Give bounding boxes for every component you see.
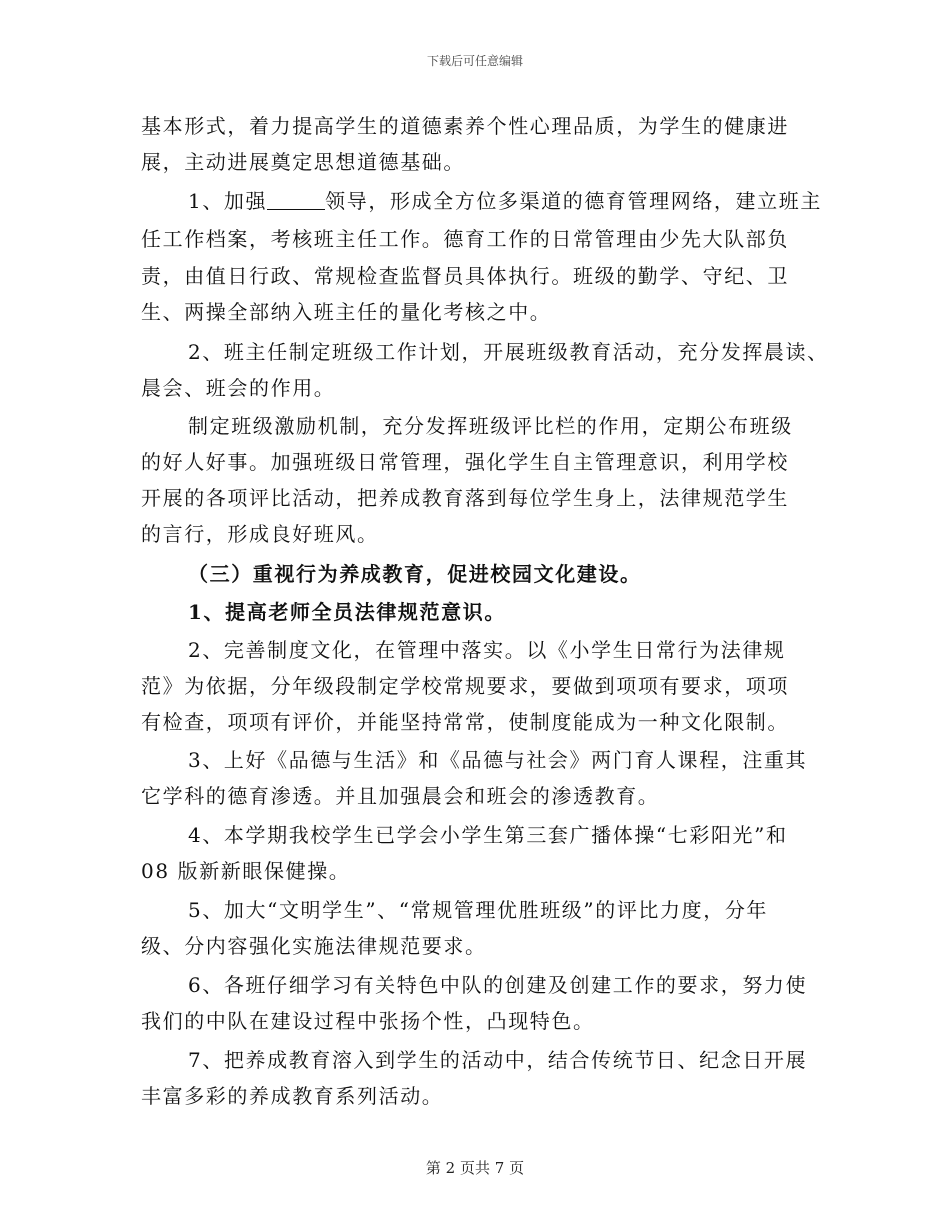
- paragraph-line: 制定班级激励机制，充分发挥班级评比栏的作用，定期公布班级: [188, 414, 793, 438]
- paragraph-line: 的好人好事。加强班级日常管理，强化学生自主管理意识，利用学校: [141, 450, 789, 474]
- paragraph-line: [188, 187, 822, 215]
- subsection-heading: 1、提高老师全员法律规范意识。: [188, 600, 506, 624]
- paragraph-line: 范》为依据，分年级段制定学校常规要求，要做到项项有要求，项项: [141, 674, 789, 698]
- paragraph-line: 6、各班仔细学习有关特色中队的创建及创建工作的要求，努力使: [188, 973, 808, 997]
- paragraph-line: 任工作档案，考核班主任工作。德育工作的日常管理由少先大队部负: [141, 227, 789, 251]
- section-heading: （三）重视行为养成教育，促进校园文化建设。: [188, 562, 642, 586]
- paragraph-line: 级、分内容强化实施法律规范要求。: [141, 934, 487, 958]
- paragraph-line: 晨会、班会的作用。: [141, 376, 336, 400]
- paragraph-line: 我们的中队在建设过程中张扬个性，凸现特色。: [141, 1009, 595, 1033]
- paragraph-line: 开展的各项评比活动，把养成教育落到每位学生身上，法律规范学生: [141, 486, 789, 510]
- paragraph-line: 3、上好《品德与生活》和《品德与社会》两门育人课程，注重其: [188, 748, 808, 772]
- paragraph-line: 它学科的德育渗透。并且加强晨会和班会的渗透教育。: [141, 784, 660, 808]
- line-prefix: 1、加强: [188, 189, 268, 213]
- paragraph-line: 有检查，项项有评价，并能坚持常常，使制度能成为一种文化限制。: [141, 710, 789, 734]
- line-suffix: 领导，形成全方位多渠道的德育管理网络，建立班主: [325, 189, 822, 213]
- page-header: 下载后可任意编辑: [426, 54, 523, 68]
- paragraph-line: 责，由值日行政、常规检查监督员具体执行。班级的勤学、守纪、卫: [141, 264, 789, 288]
- blank-underline: [267, 191, 325, 210]
- paragraph-line: 08 版新新眼保健操。: [141, 859, 351, 883]
- paragraph-line: 展，主动进展奠定思想道德基础。: [141, 150, 465, 174]
- paragraph-line: 7、把养成教育溶入到学生的活动中，结合传统节日、纪念日开展: [188, 1048, 808, 1072]
- page-footer: 第 2 页共 7 页: [425, 1159, 525, 1177]
- paragraph-line: 2、完善制度文化，在管理中落实。以《小学生日常行为法律规: [188, 638, 786, 662]
- paragraph-line: 5、加大“文明学生”、“常规管理优胜班级”的评比力度，分年: [188, 898, 769, 922]
- paragraph-line: 4、本学期我校学生已学会小学生第三套广播体操“七彩阳光”和: [188, 823, 788, 847]
- paragraph-line: 丰富多彩的养成教育系列活动。: [141, 1084, 444, 1108]
- paragraph-line: 基本形式，着力提高学生的道德素养个性心理品质，为学生的健康进: [141, 114, 789, 138]
- paragraph-line: 2、班主任制定班级工作计划，开展班级教育活动，充分发挥晨读、: [188, 340, 829, 364]
- paragraph-line: 生、两操全部纳入班主任的量化考核之中。: [141, 300, 552, 324]
- paragraph-line: 的言行，形成良好班风。: [141, 522, 379, 546]
